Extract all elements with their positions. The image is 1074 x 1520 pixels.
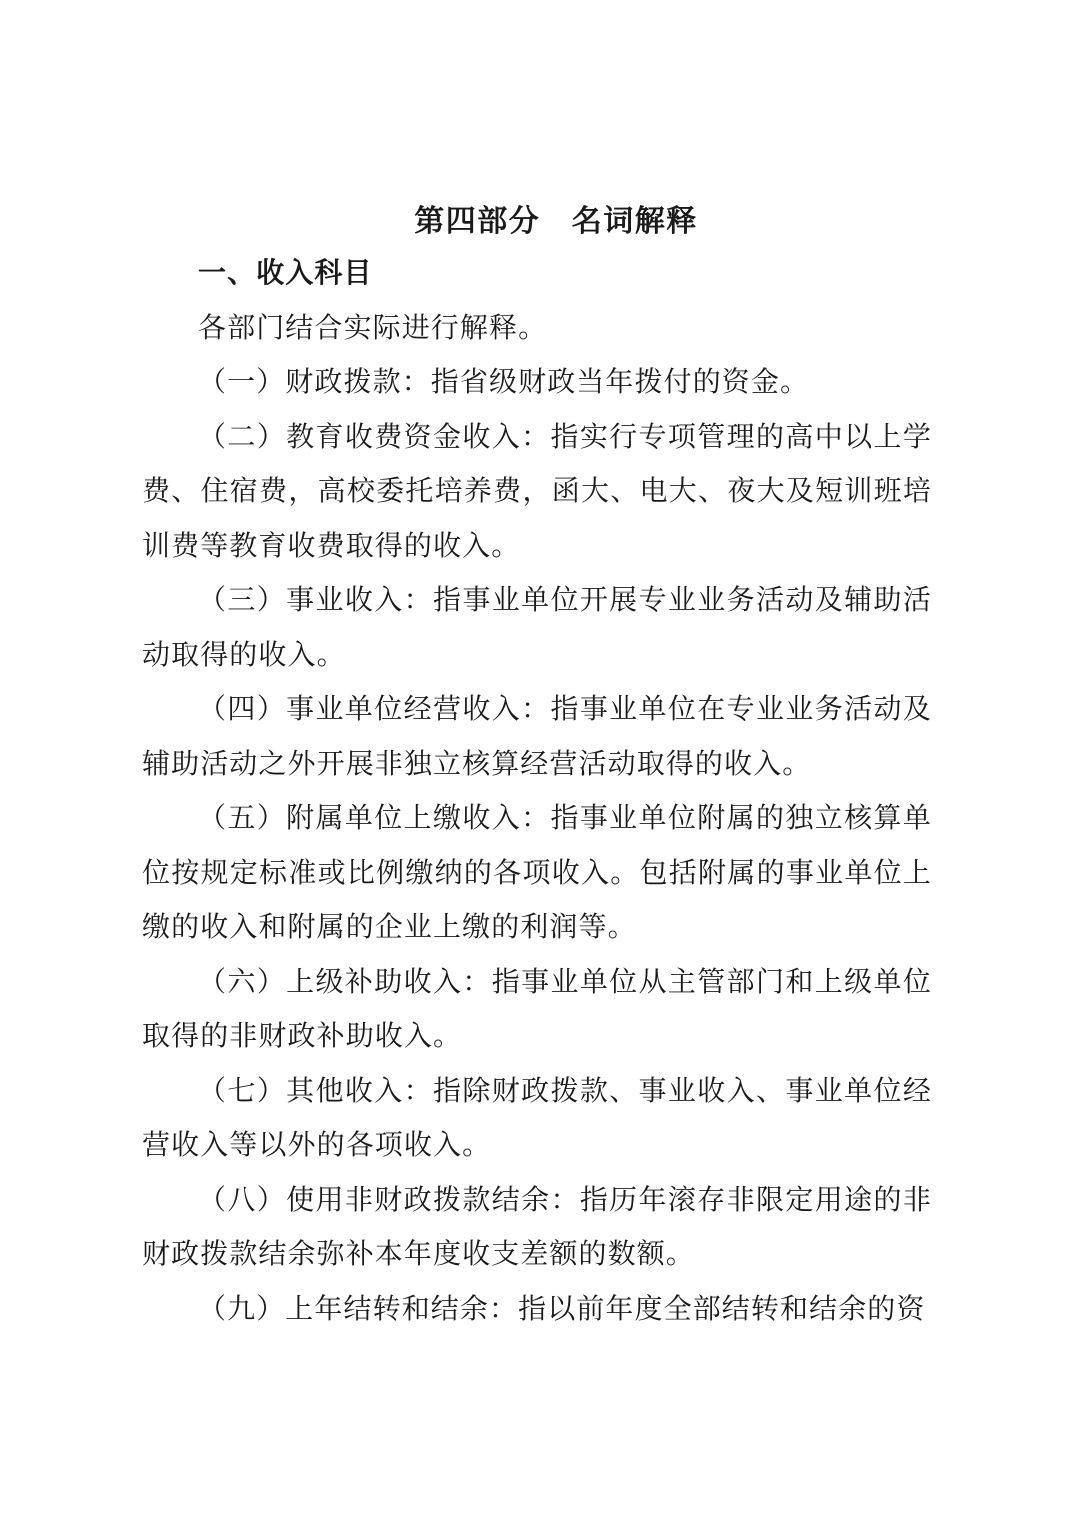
- section-heading-income-categories: 一、收入科目: [198, 258, 373, 289]
- paragraph-definition-6: （六）上级补助收入：指事业单位从主管部门和上级单位取得的非财政补助收入。: [142, 966, 932, 1052]
- paragraph-intro: 各部门结合实际进行解释。: [198, 312, 548, 344]
- paragraph-definition-7: （七）其他收入：指除财政拨款、事业收入、事业单位经营收入等以外的各项收入。: [142, 1075, 932, 1161]
- document-content: [142, 0, 932, 1337]
- paragraph-definition-3: （三）事业收入：指事业单位开展专业业务活动及辅助活动取得的收入。: [142, 585, 932, 671]
- document-body: [142, 247, 932, 1337]
- paragraph-definition-9-truncated: （九）上年结转和结余：指以前年度全部结转和结余的资: [198, 1293, 926, 1325]
- paragraph-definition-2: （二）教育收费资金收入：指实行专项管理的高中以上学费、住宿费，高校委托培养费，函大、电大、夜大及短训班培训费等教育收费取得的收入。: [142, 421, 932, 562]
- paragraph-definition-5: （五）附属单位上缴收入：指事业单位附属的独立核算单位按规定标准或比例缴纳的各项收入。包括附属的事业单位上缴的收入和附属的企业上缴的利润等。: [142, 803, 932, 943]
- paragraph-definition-4: （四）事业单位经营收入：指事业单位在专业业务活动及辅助活动之外开展非独立核算经营活动取得的收入。: [142, 694, 932, 780]
- paragraph-definition-1: （一）财政拨款：指省级财政当年拨付的资金。: [198, 367, 810, 398]
- document-title: 第四部分 名词解释: [414, 205, 698, 238]
- paragraph-definition-8: （八）使用非财政拨款结余：指历年滚存非限定用途的非财政拨款结余弥补本年度收支差额的数额。: [142, 1184, 932, 1270]
